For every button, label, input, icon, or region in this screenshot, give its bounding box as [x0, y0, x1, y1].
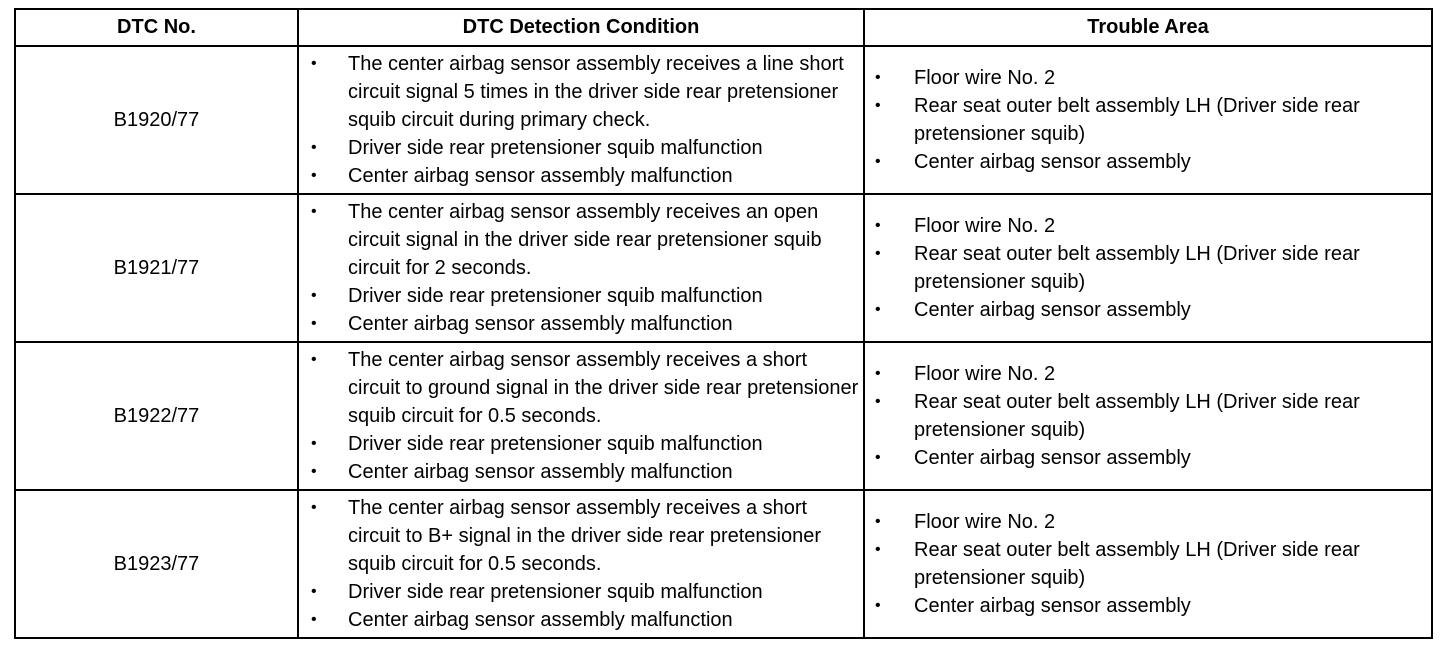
list-item — [299, 162, 863, 190]
trouble-area-cell — [864, 194, 1432, 342]
bullet-icon: • — [875, 301, 881, 318]
list-item — [865, 92, 1431, 148]
header-trouble-area: Trouble Area — [864, 9, 1432, 46]
list-item — [299, 578, 863, 606]
trouble-area-cell — [864, 342, 1432, 490]
trouble-area-list — [865, 360, 1431, 472]
list-item — [299, 310, 863, 338]
header-dtc-no: DTC No. — [15, 9, 298, 46]
dtc-no-cell: B1921/77 — [15, 194, 298, 342]
table-header — [15, 9, 1432, 46]
trouble-area-list — [865, 64, 1431, 176]
trouble-area-list — [865, 212, 1431, 324]
table-row — [15, 194, 1432, 342]
bullet-icon: • — [875, 541, 881, 558]
trouble-area-text: Center airbag sensor assembly — [914, 447, 1191, 469]
list-item — [865, 508, 1431, 536]
bullet-icon: • — [311, 315, 317, 332]
list-item — [865, 388, 1431, 444]
list-item — [299, 134, 863, 162]
condition-text: The center airbag sensor assembly receives an open circuit signal in the driver side rear pretensioner squib circuit for 2 seconds. — [348, 201, 822, 279]
header-row — [15, 9, 1432, 46]
bullet-icon: • — [875, 153, 881, 170]
list-item — [865, 536, 1431, 592]
bullet-icon: • — [311, 611, 317, 628]
list-item — [299, 606, 863, 634]
bullet-icon: • — [875, 69, 881, 86]
trouble-area-text: Rear seat outer belt assembly LH (Driver side rear pretensioner squib) — [914, 243, 1360, 293]
trouble-area-cell — [864, 490, 1432, 638]
table-row — [15, 342, 1432, 490]
trouble-area-cell — [864, 46, 1432, 194]
bullet-icon: • — [875, 245, 881, 262]
trouble-area-text: Floor wire No. 2 — [914, 363, 1056, 385]
bullet-icon: • — [311, 287, 317, 304]
list-item — [299, 494, 863, 578]
bullet-icon: • — [311, 499, 317, 516]
condition-list — [299, 198, 863, 338]
list-item — [299, 198, 863, 282]
bullet-icon: • — [875, 393, 881, 410]
list-item — [865, 592, 1431, 620]
list-item — [299, 282, 863, 310]
condition-text: Driver side rear pretensioner squib malfunction — [348, 581, 763, 603]
bullet-icon: • — [311, 203, 317, 220]
trouble-area-text: Floor wire No. 2 — [914, 511, 1056, 533]
bullet-icon: • — [311, 583, 317, 600]
bullet-icon: • — [875, 597, 881, 614]
trouble-area-text: Rear seat outer belt assembly LH (Driver side rear pretensioner squib) — [914, 391, 1360, 441]
list-item — [299, 458, 863, 486]
condition-text: Driver side rear pretensioner squib malfunction — [348, 285, 763, 307]
header-detection-condition: DTC Detection Condition — [298, 9, 864, 46]
bullet-icon: • — [311, 55, 317, 72]
bullet-icon: • — [311, 167, 317, 184]
list-item — [299, 50, 863, 134]
bullet-icon: • — [875, 97, 881, 114]
list-item — [865, 212, 1431, 240]
list-item — [865, 64, 1431, 92]
condition-text: The center airbag sensor assembly receives a short circuit to B+ signal in the driver side rear pretensioner squib circuit for 0.5 seconds. — [348, 497, 822, 575]
condition-text: Center airbag sensor assembly malfunction — [348, 461, 733, 483]
dtc-no-cell: B1920/77 — [15, 46, 298, 194]
trouble-area-text: Rear seat outer belt assembly LH (Driver side rear pretensioner squib) — [914, 95, 1360, 145]
condition-text: Center airbag sensor assembly malfunction — [348, 165, 733, 187]
trouble-area-text: Center airbag sensor assembly — [914, 299, 1191, 321]
condition-text: Center airbag sensor assembly malfunction — [348, 313, 733, 335]
list-item — [865, 444, 1431, 472]
table-row — [15, 490, 1432, 638]
dtc-no-cell: B1922/77 — [15, 342, 298, 490]
bullet-icon: • — [311, 351, 317, 368]
detection-condition-cell — [298, 342, 864, 490]
trouble-area-text: Center airbag sensor assembly — [914, 151, 1191, 173]
condition-text: The center airbag sensor assembly receives a line short circuit signal 5 times in the driver side rear pretensioner squib circuit during primary check. — [348, 53, 844, 131]
condition-list — [299, 346, 863, 486]
condition-list — [299, 494, 863, 634]
list-item — [865, 360, 1431, 388]
trouble-area-text: Floor wire No. 2 — [914, 67, 1056, 89]
condition-list — [299, 50, 863, 190]
bullet-icon: • — [311, 139, 317, 156]
condition-text: Driver side rear pretensioner squib malfunction — [348, 137, 763, 159]
detection-condition-cell — [298, 490, 864, 638]
bullet-icon: • — [875, 365, 881, 382]
trouble-area-text: Floor wire No. 2 — [914, 215, 1056, 237]
bullet-icon: • — [875, 449, 881, 466]
list-item — [299, 430, 863, 458]
bullet-icon: • — [311, 463, 317, 480]
list-item — [865, 240, 1431, 296]
trouble-area-list — [865, 508, 1431, 620]
detection-condition-cell — [298, 46, 864, 194]
bullet-icon: • — [311, 435, 317, 452]
list-item — [865, 296, 1431, 324]
dtc-table — [14, 8, 1433, 639]
list-item — [299, 346, 863, 430]
table-body — [15, 46, 1432, 638]
dtc-no-cell: B1923/77 — [15, 490, 298, 638]
trouble-area-text: Rear seat outer belt assembly LH (Driver side rear pretensioner squib) — [914, 539, 1360, 589]
detection-condition-cell — [298, 194, 864, 342]
list-item — [865, 148, 1431, 176]
condition-text: The center airbag sensor assembly receives a short circuit to ground signal in the driver side rear pretensioner squib circuit for 0.5 seconds. — [348, 349, 859, 427]
condition-text: Center airbag sensor assembly malfunction — [348, 609, 733, 631]
trouble-area-text: Center airbag sensor assembly — [914, 595, 1191, 617]
table-row — [15, 46, 1432, 194]
bullet-icon: • — [875, 513, 881, 530]
bullet-icon: • — [875, 217, 881, 234]
condition-text: Driver side rear pretensioner squib malfunction — [348, 433, 763, 455]
